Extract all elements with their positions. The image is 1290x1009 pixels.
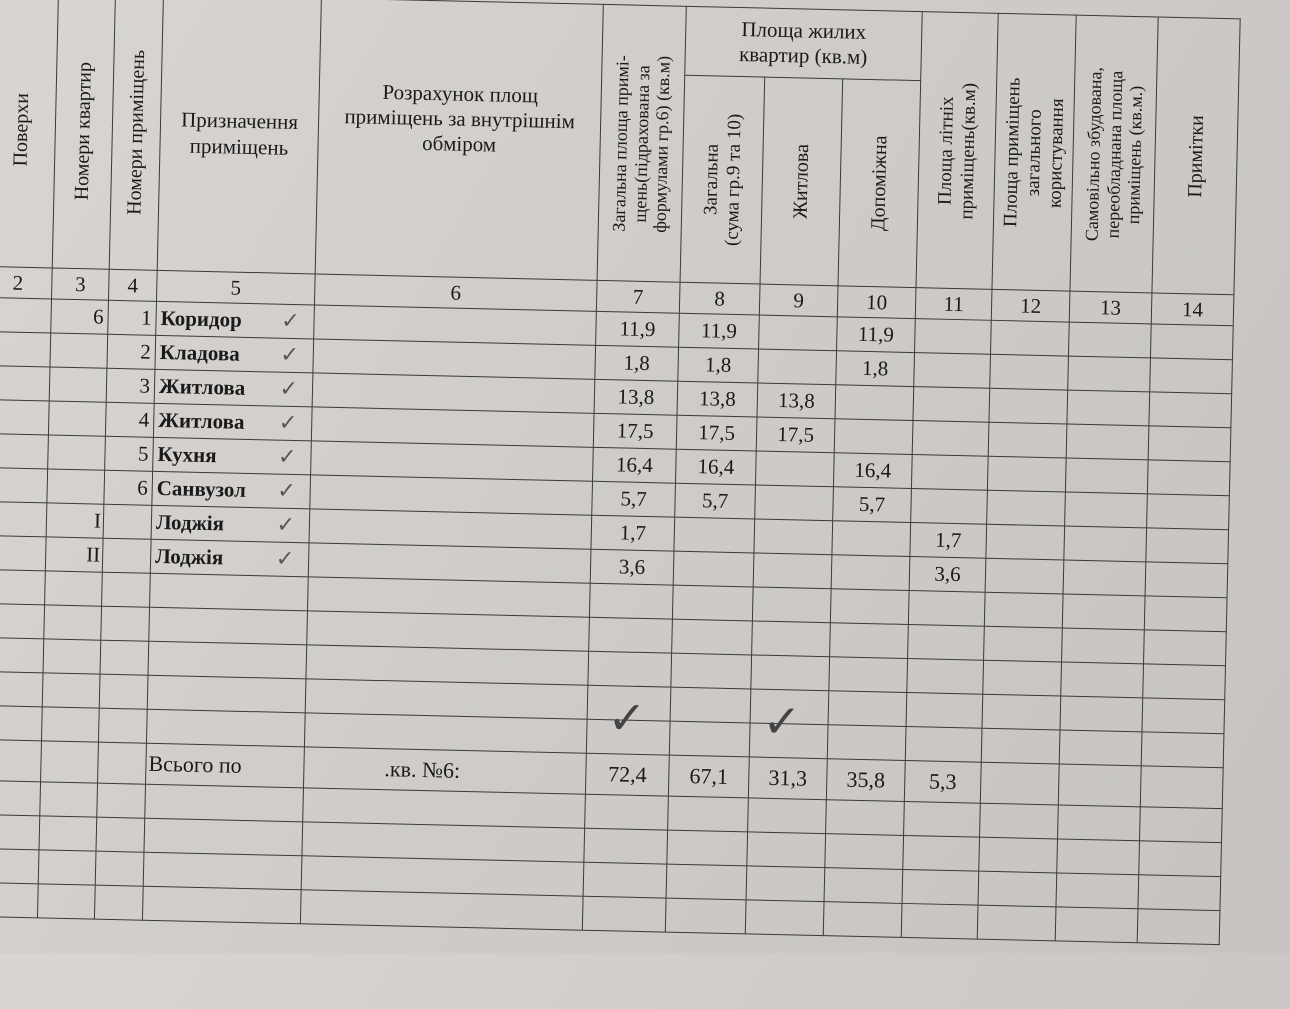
room-name: Лоджія ✓ [151,505,310,543]
header-floors: Поверхи [0,0,58,268]
room-number: 5 [105,436,154,471]
room-number: I [46,503,104,538]
living-total-value: 16,4 [675,449,756,485]
aux-value: 5,7 [833,487,912,523]
room-number: 3 [106,368,155,403]
living-total-value [674,517,755,553]
aux-value: 1,8 [836,351,915,387]
header-self-built: Самовільно збудована, переобладнана площа приміщень (кв.м.) [1070,15,1158,293]
living-total-value: 5,7 [675,483,756,519]
col-num: 14 [1151,293,1234,326]
totals-label: Всього по [146,743,305,788]
room-name: Коридор ✓ [156,301,315,339]
living-value [755,485,834,521]
total-area-value: 5,7 [592,481,676,517]
header-auxiliary: Допоміжна [838,79,921,287]
summer-value: 3,6 [909,557,986,593]
living-total-value: 11,9 [679,313,760,349]
header-summer-area: Площа літніх приміщень(кв.м) [916,12,998,290]
living-value [754,519,833,555]
room-name: Житлова ✓ [154,369,313,407]
header-living-group: Площа жилих квартир (кв.м) [685,6,923,81]
total-area-value: 17,5 [593,413,677,449]
totals-living-total: 67,1 [668,755,749,798]
check-mark-icon: ✓ [280,307,300,334]
col-num: 3 [52,268,110,300]
check-mark-icon: ✓ [280,341,300,368]
summer-value [914,353,991,389]
col-num: 4 [108,269,157,301]
total-area-value: 16,4 [593,447,677,483]
totals-total-area: 72,4 [585,753,669,796]
living-total-value: 17,5 [676,415,757,451]
col-num: 5 [156,270,315,305]
header-area-calc: Розрахунок площ приміщень за внутрішнім обміром [315,0,603,280]
col-num: 11 [915,288,992,321]
room-name: Житлова ✓ [153,403,312,441]
room-number: 4 [105,402,154,437]
col-num: 6 [314,274,597,311]
header-room-purpose: Призначення приміщень [157,0,321,274]
summer-value [913,387,990,423]
check-mark-icon: ✓ [276,511,296,538]
check-mark-icon: ✓ [278,409,298,436]
handwritten-check-icon: ✓ [607,690,647,746]
living-value [753,553,832,589]
room-name: Кухня ✓ [153,437,312,475]
apartment-number: 6 [51,299,109,334]
living-value [759,315,838,351]
header-notes: Примітки [1152,17,1240,295]
header-living-total: Загальна (сума гр.9 та 10) [680,76,765,285]
living-value [758,349,837,385]
header-common-area: Площа приміщень загального користування [992,13,1076,291]
check-mark-icon: ✓ [277,477,297,504]
total-area-value: 3,6 [590,549,674,585]
room-number: II [45,537,103,572]
room-name: Кладова ✓ [155,335,314,373]
room-number: 1 [108,300,157,335]
aux-value [832,521,911,557]
summer-value: 1,7 [910,523,987,559]
room-number: 6 [104,470,153,505]
living-value [755,451,834,487]
total-area-value: 11,9 [596,311,680,347]
check-mark-icon: ✓ [277,443,297,470]
total-area-value: 1,8 [595,345,679,381]
col-num: 10 [837,286,916,319]
living-value: 13,8 [757,383,836,419]
check-mark-icon: ✓ [279,375,299,402]
totals-apartment-label: .кв. №6: [303,747,586,794]
col-num: 13 [1069,291,1152,324]
aux-value: 11,9 [837,317,916,353]
living-value: 17,5 [756,417,835,453]
summer-value [912,421,989,457]
living-total-value: 13,8 [677,381,758,417]
header-apartment-numbers: Номери квартир [52,0,115,269]
aux-value: 16,4 [833,453,912,489]
living-total-value: 1,8 [678,347,759,383]
totals-summer: 5,3 [904,760,981,803]
room-name: Лоджія ✓ [150,539,309,577]
col-num: 2 [0,266,52,299]
summer-value [911,489,988,525]
handwritten-check-icon: ✓ [762,693,802,749]
aux-value [835,385,914,421]
header-room-numbers: Номери приміщень [109,0,163,270]
col-num: 7 [596,280,680,313]
col-num: 8 [679,282,760,315]
room-name: Санвузол ✓ [152,471,311,509]
total-area-value: 13,8 [594,379,678,415]
aux-value [831,555,910,591]
aux-value [834,419,913,455]
col-num: 12 [991,289,1070,322]
total-area-value: 1,7 [591,515,675,551]
summer-value [911,455,988,491]
header-living: Житлова [760,77,843,285]
header-row [0,0,1240,88]
living-total-value [673,551,754,587]
room-number: 2 [107,334,156,369]
col-num: 9 [759,284,838,317]
totals-living: 31,3 [748,757,827,800]
totals-aux: 35,8 [826,759,905,802]
header-total-area: Загальна площа примі- щень(підрахована за формулами гр.6) (кв.м) [597,4,686,282]
check-mark-icon: ✓ [275,545,295,572]
summer-value [915,319,992,355]
